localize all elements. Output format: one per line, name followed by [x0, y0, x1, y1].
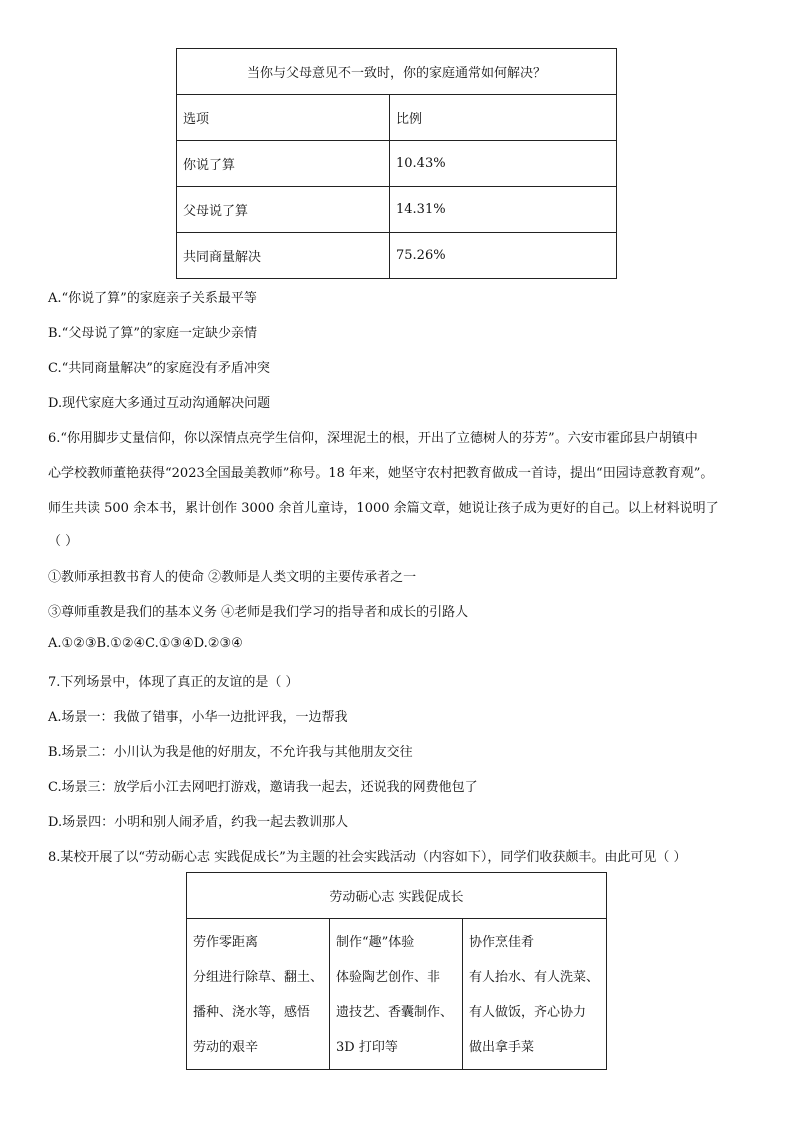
q6-options: A.①②③B.①②④C.①③④D.②③④	[48, 636, 243, 651]
q7-option-a: A.场景一：我做了错事，小华一边批评我，一边帮我	[48, 710, 348, 725]
q5-option-d: D.现代家庭大多通过互动沟通解决问题	[48, 396, 271, 411]
survey-cell-ratio: 10.43%	[390, 141, 617, 187]
survey-table-title: 当你与父母意见不一致时，你的家庭通常如何解决？	[177, 49, 617, 95]
activity-line: 遗技艺、香囊制作、	[336, 1005, 454, 1020]
q6-statements-1: ①教师承担教书育人的使命 ②教师是人类文明的主要传承者之一	[48, 570, 417, 585]
table-row	[177, 187, 617, 233]
q6-stem-line-2: 心学校教师董艳获得“2023全国最美教师”称号。18 年来，她坚守农村把教育做成一首诗，提出“田园诗意教育观”。	[48, 466, 714, 481]
q6-stem-line-1: 6.“你用脚步丈量信仰，你以深情点亮学生信仰，深埋泥土的根，开出了立德树人的芬芳”。六安市霍邱县户胡镇中	[48, 431, 698, 446]
survey-cell-ratio: 75.26%	[390, 233, 617, 279]
survey-cell-option: 你说了算	[177, 141, 390, 187]
activity-line: 体验陶艺创作、非	[336, 970, 441, 985]
activity-line: 3D 打印等	[336, 1040, 398, 1055]
survey-cell-option: 共同商量解决	[177, 233, 390, 279]
activity-heading: 劳作零距离	[193, 935, 259, 950]
activity-line: 有人抬水、有人洗菜、	[469, 970, 600, 985]
q7-option-c: C.场景三：放学后小江去网吧打游戏，邀请我一起去，还说我的网费他包了	[48, 780, 478, 795]
activity-line: 做出拿手菜	[469, 1040, 535, 1055]
activity-cell-making	[330, 919, 463, 1070]
table-row	[177, 233, 617, 279]
q7-option-b: B.场景二：小川认为我是他的好朋友，不允许我与其他朋友交往	[48, 745, 413, 760]
q5-option-a: A.“你说了算”的家庭亲子关系最平等	[48, 291, 257, 306]
q6-stem-line-3: 师生共读 500 余本书，累计创作 3000 余首儿童诗，1000 余篇文章，她说让孩子成为更好的自己。以上材料说明了	[48, 501, 719, 516]
survey-header-ratio: 比例	[390, 95, 617, 141]
q8-stem: 8.某校开展了以“劳动砺心志 实践促成长”为主题的社会实践活动（内容如下），同学们收获颇丰。由此可见（ ）	[48, 850, 687, 865]
q7-option-d: D.场景四：小明和别人闹矛盾，约我一起去教训那人	[48, 815, 349, 830]
activity-line: 播种、浇水等，感悟	[193, 1005, 311, 1020]
q7-stem: 7.下列场景中，体现了真正的友谊的是（ ）	[48, 675, 299, 690]
q6-statements-2: ③尊师重教是我们的基本义务 ④老师是我们学习的指导者和成长的引路人	[48, 605, 469, 620]
activity-line: 劳动的艰辛	[193, 1040, 259, 1055]
activity-line: 有人做饭，齐心协力	[469, 1005, 587, 1020]
activity-cell-cooking	[463, 919, 607, 1070]
survey-table	[176, 48, 617, 279]
survey-cell-ratio: 14.31%	[390, 187, 617, 233]
activity-table	[186, 872, 607, 1070]
activity-cell-labor	[187, 919, 330, 1070]
activity-heading: 协作烹佳肴	[469, 935, 535, 950]
table-row	[177, 141, 617, 187]
survey-header-option: 选项	[177, 95, 390, 141]
activity-line: 分组进行除草、翻土、	[193, 970, 324, 985]
q5-option-c: C.“共同商量解决”的家庭没有矛盾冲突	[48, 361, 270, 376]
q5-option-b: B.“父母说了算”的家庭一定缺少亲情	[48, 326, 257, 341]
survey-cell-option: 父母说了算	[177, 187, 390, 233]
activity-table-title: 劳动砺心志 实践促成长	[187, 873, 607, 919]
q6-answer-blank: （ ）	[48, 534, 79, 549]
activity-heading: 制作“趣”体验	[336, 935, 415, 950]
